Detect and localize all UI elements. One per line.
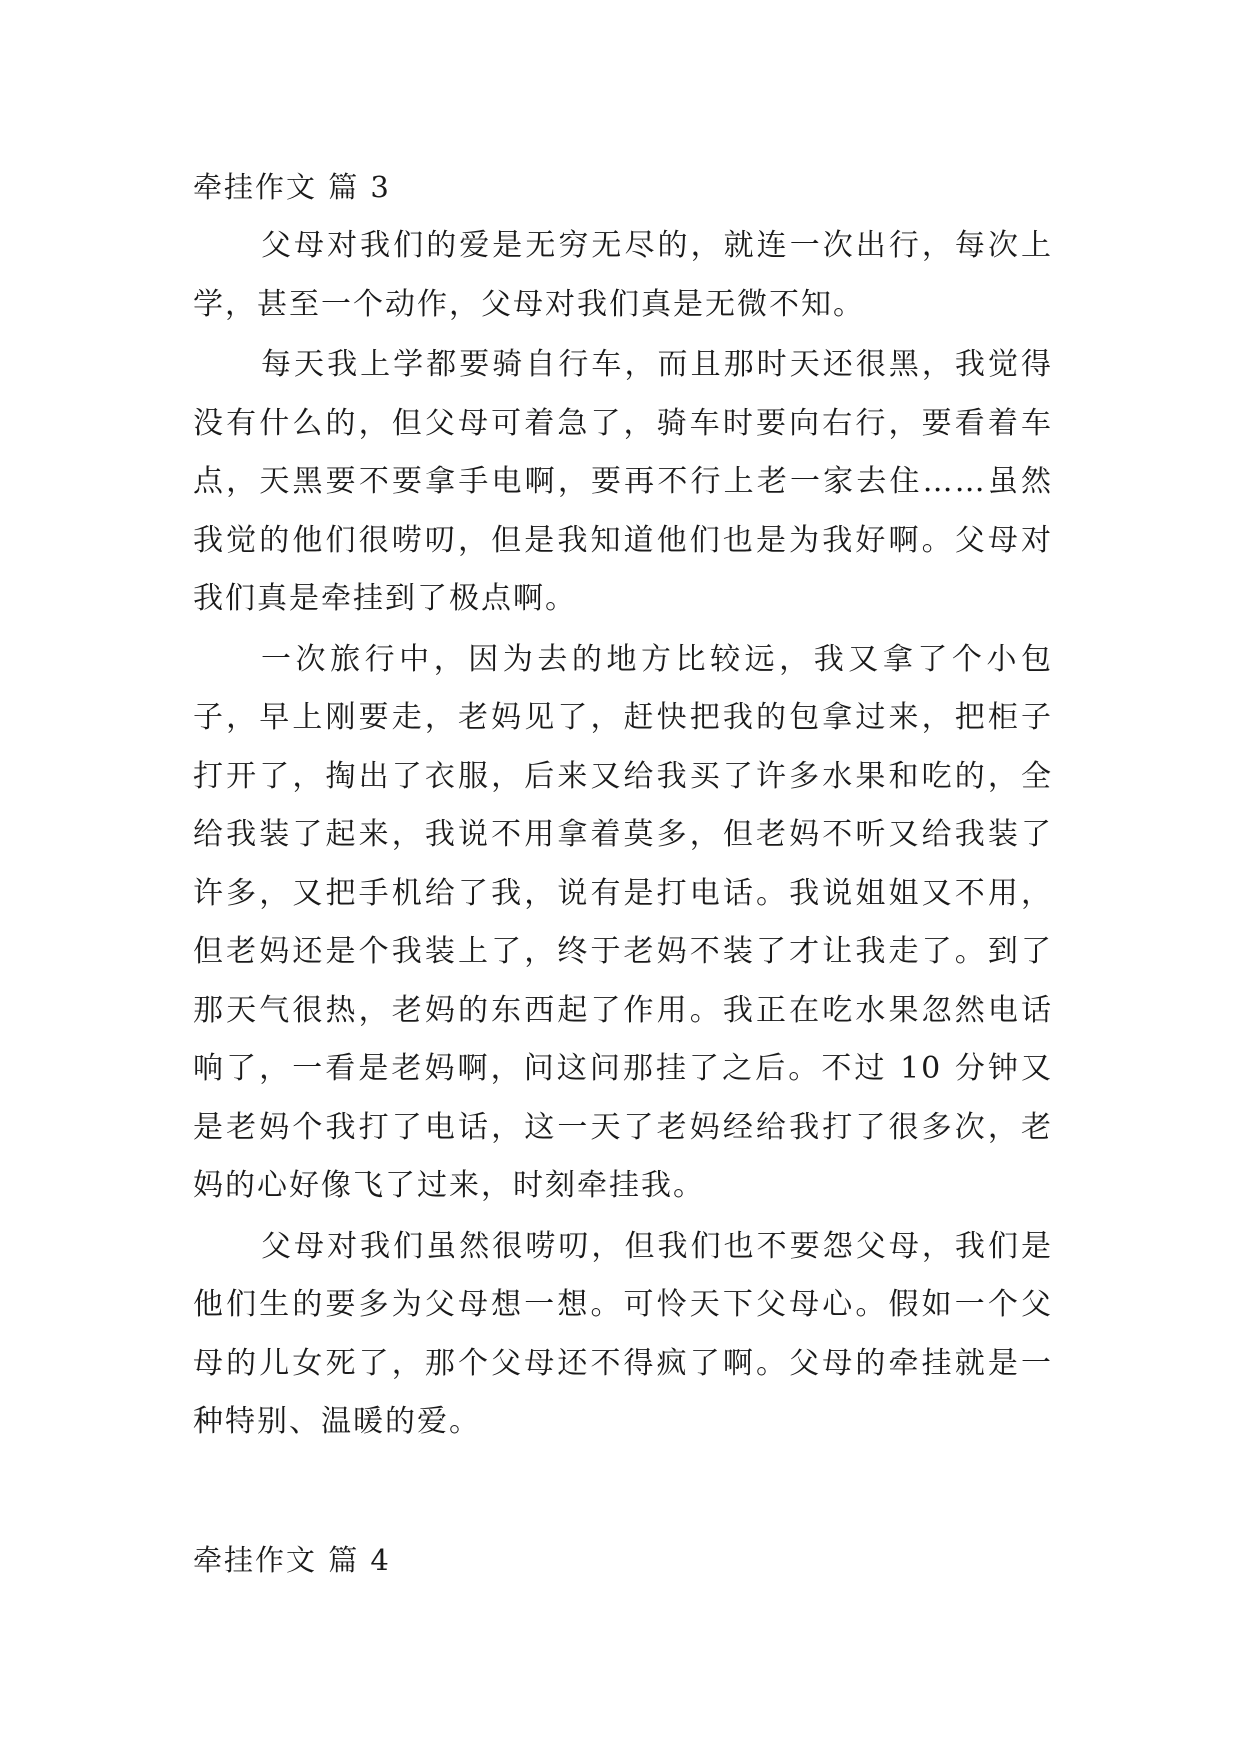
paragraph: 每天我上学都要骑自行车，而且那时天还很黑，我觉得没有什么的，但父母可着急了，骑车时要向右行，要看着车点，天黑要不要拿手电啊，要再不行上老一家去住……虽然我觉的他们很唠叨，但是我知道他们也是为我好啊。父母对我们真是牵挂到了极点啊。 [193, 347, 1053, 616]
paragraph: 父母对我们的爱是无穷无尽的，就连一次出行，每次上学，甚至一个动作，父母对我们真是无微不知。 [193, 228, 1053, 322]
paragraph: 父母对我们虽然很唠叨，但我们也不要怨父母，我们是他们生的要多为父母想一想。可怜天下父母心。假如一个父母的儿女死了，那个父母还不得疯了啊。父母的牵挂就是一种特别、温暖的爱。 [193, 1228, 1053, 1439]
section-heading: 牵挂作文 篇 4 [193, 1542, 391, 1577]
section-heading: 牵挂作文 篇 3 [193, 170, 391, 204]
document-page [193, 165, 1053, 1582]
paragraph: 一次旅行中，因为去的地方比较远，我又拿了个小包子，早上刚要走，老妈见了，赶快把我的包拿过来，把柜子打开了，掏出了衣服，后来又给我买了许多水果和吃的，全给我装了起来，我说不用拿着莫多，但老妈不听又给我装了许多，又把手机给了我，说有是打电话。我说姐姐又不用，但老妈还是个我装上了，终于老妈不装了才让我走了。到了那天气很热，老妈的东西起了作用。我正在吃水果忽然电话响了，一看是老妈啊，问这问那挂了之后。不过 10 分钟又是老妈个我打了电话，这一天了老妈经给我打了很多次，老妈的心好像飞了过来，时刻牵挂我。 [193, 641, 1053, 1203]
